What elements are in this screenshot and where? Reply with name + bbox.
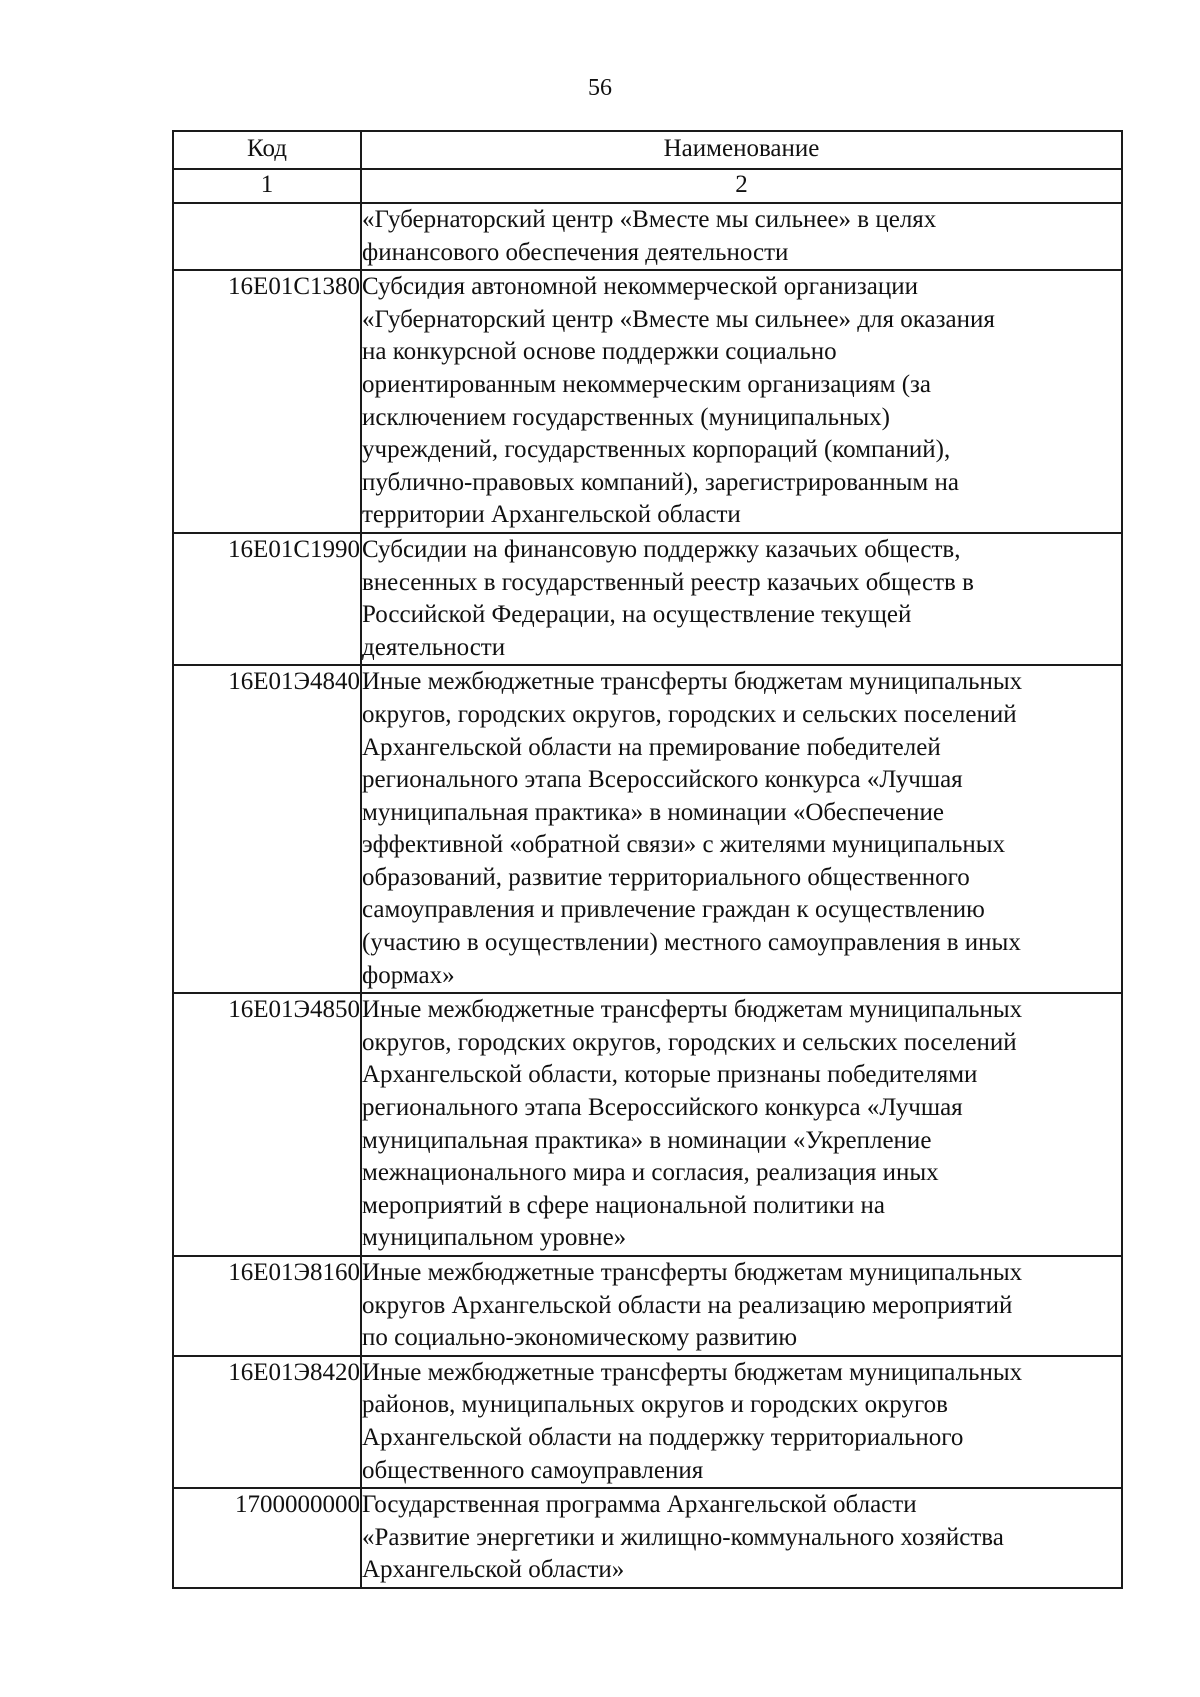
row-code: 16Е01Э8420 [173, 1356, 361, 1488]
row-name-line: округов Архангельской области на реализацию мероприятий [362, 1291, 1013, 1319]
row-name-line: районов, муниципальных округов и городских округов [362, 1391, 948, 1419]
row-name-line: Иные межбюджетные трансферты бюджетам муниципальных [362, 996, 1023, 1024]
table-row [173, 1256, 1122, 1356]
table-row [173, 1488, 1122, 1588]
row-name-line: «Губернаторский центр «Вместе мы сильнее» в целях [362, 206, 937, 233]
row-name-line: ориентированным некоммерческим организациям (за [362, 370, 932, 398]
row-name-line: Иные межбюджетные трансферты бюджетам муниципальных [362, 668, 1023, 696]
row-name-line: «Развитие энергетики и жилищно-коммунального хозяйства [362, 1523, 1004, 1551]
row-name-line: муниципальном уровне» [362, 1224, 627, 1252]
row-name [361, 533, 1122, 665]
row-name-line: Российской Федерации, на осуществление текущей [362, 601, 912, 629]
row-name-line: муниципальная практика» в номинации «Укрепление [362, 1126, 932, 1154]
row-name-line: (участию в осуществлении) местного самоуправления в иных [362, 929, 1021, 957]
table-row [173, 203, 1122, 270]
table-row [173, 533, 1122, 665]
row-name-line: муниципальная практика» в номинации «Обеспечение [362, 798, 944, 826]
row-name-line: исключением государственных (муниципальных) [362, 403, 890, 431]
row-name-line: Архангельской области на премирование победителей [362, 733, 941, 761]
row-name-line: территории Архангельской области [362, 501, 741, 529]
row-name-line: внесенных в государственный реестр казачьих обществ в [362, 568, 974, 596]
row-name-line: Архангельской области, которые признаны победителями [362, 1061, 978, 1089]
row-name-line: Субсидии на финансовую поддержку казачьих обществ, [362, 535, 961, 563]
row-name-line: Иные межбюджетные трансферты бюджетам муниципальных [362, 1259, 1023, 1286]
budget-code-table [172, 130, 1123, 1589]
column-number-code: 1 [173, 169, 361, 203]
table-row [173, 665, 1122, 993]
row-name [361, 203, 1122, 270]
header-name: Наименование [361, 131, 1122, 169]
row-name-line: «Губернаторский центр «Вместе мы сильнее» для оказания [362, 305, 995, 333]
row-name-line: межнационального мира и согласия, реализация иных [362, 1159, 939, 1187]
row-name-line: формах» [362, 961, 455, 989]
row-name-line: финансового обеспечения деятельности [362, 238, 789, 266]
row-name-line: мероприятий в сфере национальной политики на [362, 1191, 885, 1219]
column-number-row [173, 169, 1122, 203]
row-name [361, 1356, 1122, 1488]
table-header-row [173, 131, 1122, 169]
table-body [173, 203, 1122, 1588]
row-code: 16Е01Э8160 [173, 1256, 361, 1356]
row-name-line: округов, городских округов, городских и сельских поселений [362, 700, 1017, 728]
row-name [361, 270, 1122, 533]
row-code: 16Е01Э4840 [173, 665, 361, 993]
row-name-line: регионального этапа Всероссийского конкурса «Лучшая [362, 1094, 963, 1122]
row-name-line: Архангельской области» [362, 1556, 625, 1584]
table-row [173, 993, 1122, 1256]
row-name-line: Иные межбюджетные трансферты бюджетам муниципальных [362, 1358, 1023, 1386]
row-name [361, 993, 1122, 1256]
row-code [173, 203, 361, 270]
column-number-name: 2 [361, 169, 1122, 203]
row-name-line: Субсидия автономной некоммерческой организации [362, 273, 918, 301]
row-name-line: учреждений, государственных корпораций (компаний), [362, 436, 951, 464]
row-code: 16Е01Э4850 [173, 993, 361, 1256]
row-name-line: по социально-экономическому развитию [362, 1324, 798, 1352]
row-name [361, 1256, 1122, 1356]
page-number: 56 [588, 75, 612, 101]
table-row [173, 270, 1122, 533]
row-name-line: на конкурсной основе поддержки социально [362, 338, 837, 366]
table-row [173, 1356, 1122, 1488]
header-code: Код [173, 131, 361, 169]
row-name-line: эффективной «обратной связи» с жителями муниципальных [362, 831, 1006, 859]
row-name-line: деятельности [362, 633, 506, 661]
row-name-line: Государственная программа Архангельской области [362, 1491, 917, 1519]
row-name-line: общественного самоуправления [362, 1456, 704, 1484]
row-name-line: образований, развитие территориального общественного [362, 863, 970, 891]
row-name [361, 665, 1122, 993]
row-name [361, 1488, 1122, 1588]
row-name-line: округов, городских округов, городских и сельских поселений [362, 1028, 1017, 1056]
row-code: 16Е01С1380 [173, 270, 361, 533]
row-code: 1700000000 [173, 1488, 361, 1588]
row-name-line: регионального этапа Всероссийского конкурса «Лучшая [362, 766, 963, 794]
row-name-line: самоуправления и привлечение граждан к осуществлению [362, 896, 985, 924]
row-name-line: публично-правовых компаний), зарегистрированным на [362, 468, 959, 496]
row-name-line: Архангельской области на поддержку территориального [362, 1423, 964, 1451]
row-code: 16Е01С1990 [173, 533, 361, 665]
